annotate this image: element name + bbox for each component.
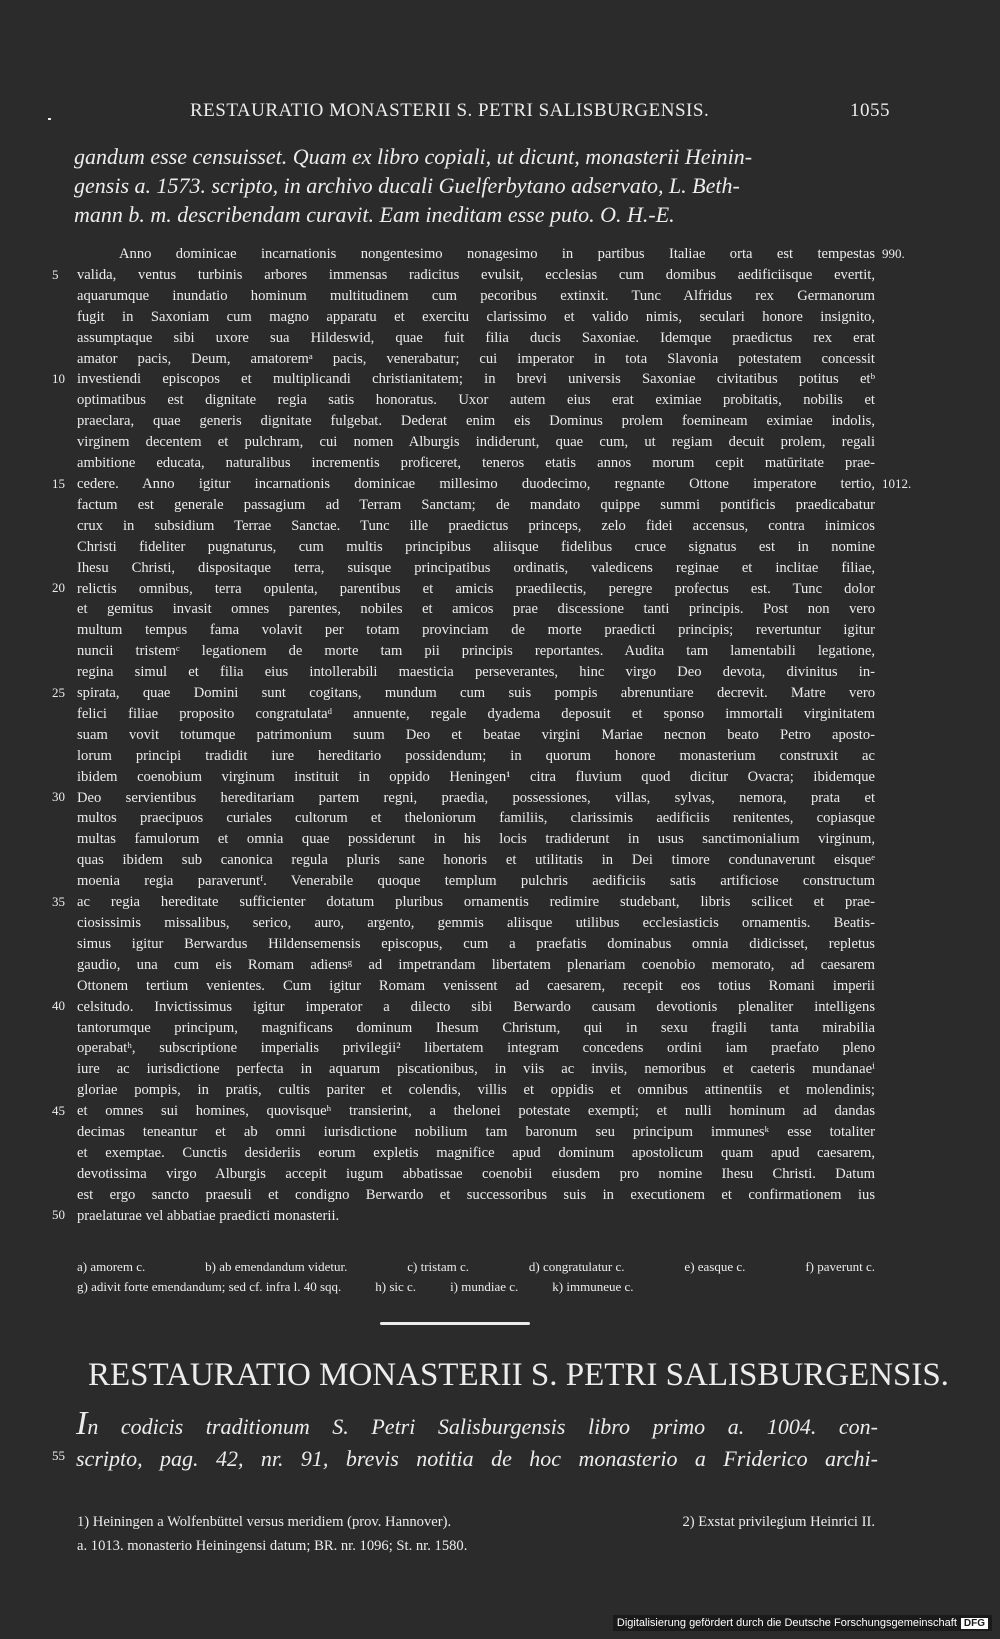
footer-text: Digitalisierung gefördert durch die Deutsche Forschungsgemeinschaft [616,1617,957,1629]
footnote: k) immuneue c. [552,1279,634,1294]
text-line: amator pacis, Deum, amatoremᵃ pacis, venerabatur; cui imperator in tota Slavonia potestatem concessit [77,350,875,367]
line-number: 55 [52,1448,65,1463]
text-line: tantorumque principum, magnificans dominum Ihesum Christum, qui in sexu fragili tanta mirabilia [77,1019,875,1036]
page-note: a. 1013. monasterio Heiningensi datum; BR. nr. 1096; St. nr. 1580. [77,1538,468,1554]
section-divider [380,1322,530,1325]
text-line: et omnes sui homines, quovisqueʰ transierint, a thelonei potestate exempti; et nulli hominum ad dandas [77,1103,875,1120]
text-line: aquarumque inundatio hominum multitudinem cum pecoribus extinxit. Tunc Alfridus rex Germanorum [77,287,875,304]
text-line: Ottonem tertium venientes. Cum igitur Romam venissent ad caesarem, recepit eos totius Romani imperii [77,977,875,994]
line-number: 25 [52,684,65,700]
text-line: ambitione educata, naturalibus incrementis proficeret, teneros etatis annos morum cepit matūritate prae- [77,455,875,472]
text-line: virginem decentem et pulchram, cui nomen Alburgis indiderunt, quae cum, ut regiam decuit prolem, regali [77,434,875,451]
drop-cap: I [76,1405,88,1442]
footnote: h) sic c. [375,1279,417,1294]
intro-line: gandum esse censuisset. Quam ex libro copiali, ut dicunt, monasterii Heinin- [74,144,753,169]
text-line: simus igitur Berwardus Hildensemensis episcopus, cum a praefatis dominabus omnia didicisset, repletus [77,935,875,952]
footnote: i) mundiae c. [450,1279,519,1294]
line-number: 5 [52,266,59,282]
text-line: ac regia hereditate sufficienter dotatum pluribus ornamentis redimire studebant, libris scilicet et prae- [77,894,875,911]
running-head-title: RESTAURATIO MONASTERII S. PETRI SALISBURGENSIS. [190,100,710,121]
text-line: gloriae pompis, in pratis, cultis pariter et colendis, villis et oppidis et omnibus attinentiis et molendinis; [77,1082,875,1099]
text-line: optimatibus est dignitate regia satis honoratus. Uxor autem eius erat eximiae probitatis, nobilis et [77,392,875,409]
running-head [190,100,890,122]
section-intro-text: n codicis traditionum S. Petri Salisburgensis libro primo a. 1004. con- [87,1414,878,1439]
intro-line: mann b. m. describendam curavit. Eam ineditam esse puto. O. H.-E. [74,202,675,227]
footnote-row [77,1277,875,1297]
text-line: decimas teneantur et ab omni iurisdictione nobilium tam baronum seu principum immunesᵏ esse totaliter [77,1124,875,1141]
section-intro-line: scripto, pag. 42, nr. 91, brevis notitia de hoc monasterio a Friderico archi- [76,1446,878,1471]
line-number: 20 [52,580,65,596]
text-line: fugit in Saxoniam cum magno apparatu et exercitu clarissimo et valido nimis, seculari honore insignito, [77,308,875,325]
footnote: e) easque c. [684,1259,746,1274]
text-line: ibidem coenobium virginum instituit in oppido Heningen¹ citra fluvium quod dicitur Ovacra; ibidemque [77,768,875,785]
dfg-logo: DFG [961,1618,988,1629]
text-line: crux in subsidium Terrae Sanctae. Tunc ille praedictus princeps, zelo fidei accensus, contra inimicos [77,517,875,534]
page-note: 2) Exstat privilegium Heinrici II. [682,1514,875,1530]
section-intro [76,1405,878,1475]
intro-line: gensis a. 1573. scripto, in archivo ducali Guelferbytano adservato, L. Beth- [74,173,740,198]
text-line: valida, ventus turbinis arbores immensas radicitus evulsit, ecclesias cum domibus aedificiisque evertit, [77,266,875,283]
footnotes [77,1257,875,1297]
section-intro-line [76,1405,878,1443]
text-line: investiendi episcopos et multiplicandi christianitatem; in brevi universis Saxoniae civitatibus potitus etᵇ [77,371,875,388]
text-line: factum est generale passagium ad Terram Sanctam; de mandato quippe summi pontificis praedicabatur [77,496,875,513]
line-number: 45 [52,1102,65,1118]
text-line: multum tempus fama volavit per totam provinciam de morte praedicti principis; revertuntur igitur [77,622,875,639]
line-number: 30 [52,789,65,805]
footnote-row [77,1257,875,1277]
text-line: et exemptae. Cunctis desideriis eorum expletis magnifice apud dominum apostolicum quam apud caesarem, [77,1144,875,1161]
line-number: 50 [52,1207,65,1223]
line-number: 10 [52,371,65,387]
text-line: Anno dominicae incarnationis nongentesimo nonagesimo in partibus Italiae orta est tempestas [119,246,875,262]
text-line: devotissima virgo Alburgis accepit iugum abbatissae coenobii eiusdem pro nomine Ihesu Christi. Datum [77,1165,875,1182]
page-number: 1055 [850,100,890,121]
text-line: iure ac iurisdictione perfecta in aquarum piscationibus, in viis ac inviis, nemoribus et caeteris mundanaeⁱ [77,1061,875,1078]
line-number: 15 [52,475,65,491]
text-line: assumptaque sibi uxore sua Hildeswid, quae fuit filia ducis Saxoniae. Idemque praedictus rex erat [77,329,875,346]
text-line: felici filiae proposito congratulataᵈ annuente, regale dyadema deposuit et sponso immortali virginitatem [77,705,875,722]
text-line: ciosissimis missalibus, serico, auro, argento, gemmis aliisque utilibus ecclesiasticis ornamentis. Beatis- [77,915,875,931]
footnote: c) tristam c. [407,1259,469,1274]
footnote: d) congratulatur c. [528,1259,625,1274]
footnote: g) adivit forte emendandum; sed cf. infra l. 40 sqq. [77,1279,342,1294]
marginal-year: 1012. [882,475,912,491]
text-line: est ergo sancto praesuli et condigno Berwardo et successoribus suis in executionem et confirmationem ius [77,1186,875,1203]
page-note-row [77,1510,875,1534]
marginal-year: 990. [882,246,905,261]
text-line: quas ibidem sub canonica regula pluris sane honoris et utilitatis in Dei timore condunaverunt eisqueᵉ [77,852,875,869]
text-line: lorum principi tradidit iure hereditario possidendum; in quorum honore monasterium construxit ac [77,747,875,764]
line-number: 35 [52,893,65,909]
page-note-row [77,1534,875,1558]
text-line: moenia regia paraveruntᶠ. Venerabile quoque templum pulchris aedificiis satis artificiose constructum [77,873,875,890]
text-line: regina simul et filia eius intollerabili maesticia perseverantes, hinc virgo Deo devota, divinitus in- [77,664,875,681]
text-line: praelaturae vel abbatiae praedicti monasterii. [77,1207,340,1224]
text-line: relictis omnibus, terra opulenta, parentibus et amicis praedilectis, peregre profectus est. Tunc dolor [77,580,875,597]
page-notes [77,1510,875,1558]
footnote: a) amorem c. [77,1259,146,1274]
text-line: multas famulorum et omnia quae possiderunt in his locis tradiderunt in usus sanctimonialium virginum, [77,831,875,848]
text-line: praeclara, quae generis dignitate fulgebat. Dederat enim eis Dominus prolem foemineam eximiae indolis, [77,413,875,430]
text-line: Deo servientibus hereditariam partem regni, praedia, possessiones, villas, sylvas, nemora, prata et [77,789,875,806]
intro-paragraph [74,142,876,229]
text-line: cedere. Anno igitur incarnationis dominicae millesimo duodecimo, regnante Ottone imperatore tertio, [77,475,875,492]
digitization-footer [613,1615,992,1631]
section-title: RESTAURATIO MONASTERII S. PETRI SALISBURGENSIS. [88,1357,949,1393]
text-line: gaudio, una cum eis Romam adiensᵍ ad impetrandam libertatem plenariam coenobio memorato, ad caesarem [77,956,875,973]
text-line: Christi fideliter pugnaturus, cum multis principibus aliisque fidelibus cruce signatus est in nomine [77,538,875,555]
scan-mark [48,118,51,120]
text-line: nuncii tristemᶜ legationem de morte tam pii principis reportantes. Audita tam lamentabili legatione, [77,643,875,660]
text-line: operabatʰ, subscriptione imperialis privilegii² libertatem integram concedens ordini iam praefato pleno [77,1040,875,1057]
text-line: Ihesu Christi, dispositaque terra, suisque principatibus ordinatis, valedicens reginae et inclitae filiae, [77,559,875,576]
footnote: f) paverunt c. [805,1259,875,1274]
text-line: multos praecipuos curiales cultorum et theloniorum familiis, clarissimis aedificiis renitentes, copiasque [77,810,875,827]
text-line: spirata, quae Domini sunt cogitans, mundum cum suis pompis abrenuntiare decrevit. Matre vero [77,685,875,702]
text-line: et gemitus invasit omnes parentes, nobiles et amicos prae discessione tanti principis. Post non vero [77,601,875,618]
footnote: b) ab emendandum videtur. [205,1259,348,1274]
page-note: 1) Heiningen a Wolfenbüttel versus meridiem (prov. Hannover). [77,1514,452,1530]
main-text [77,244,875,1227]
line-number: 40 [52,998,65,1014]
text-line: celsitudo. Invictissimus igitur imperator a dilecto sibi Berwardo causam devotionis plenaliter intelligens [77,998,875,1015]
text-line: suam vovit totumque patrimonium suum Deo et beatae virgini Mariae necnon beato Petro aposto- [77,726,875,743]
